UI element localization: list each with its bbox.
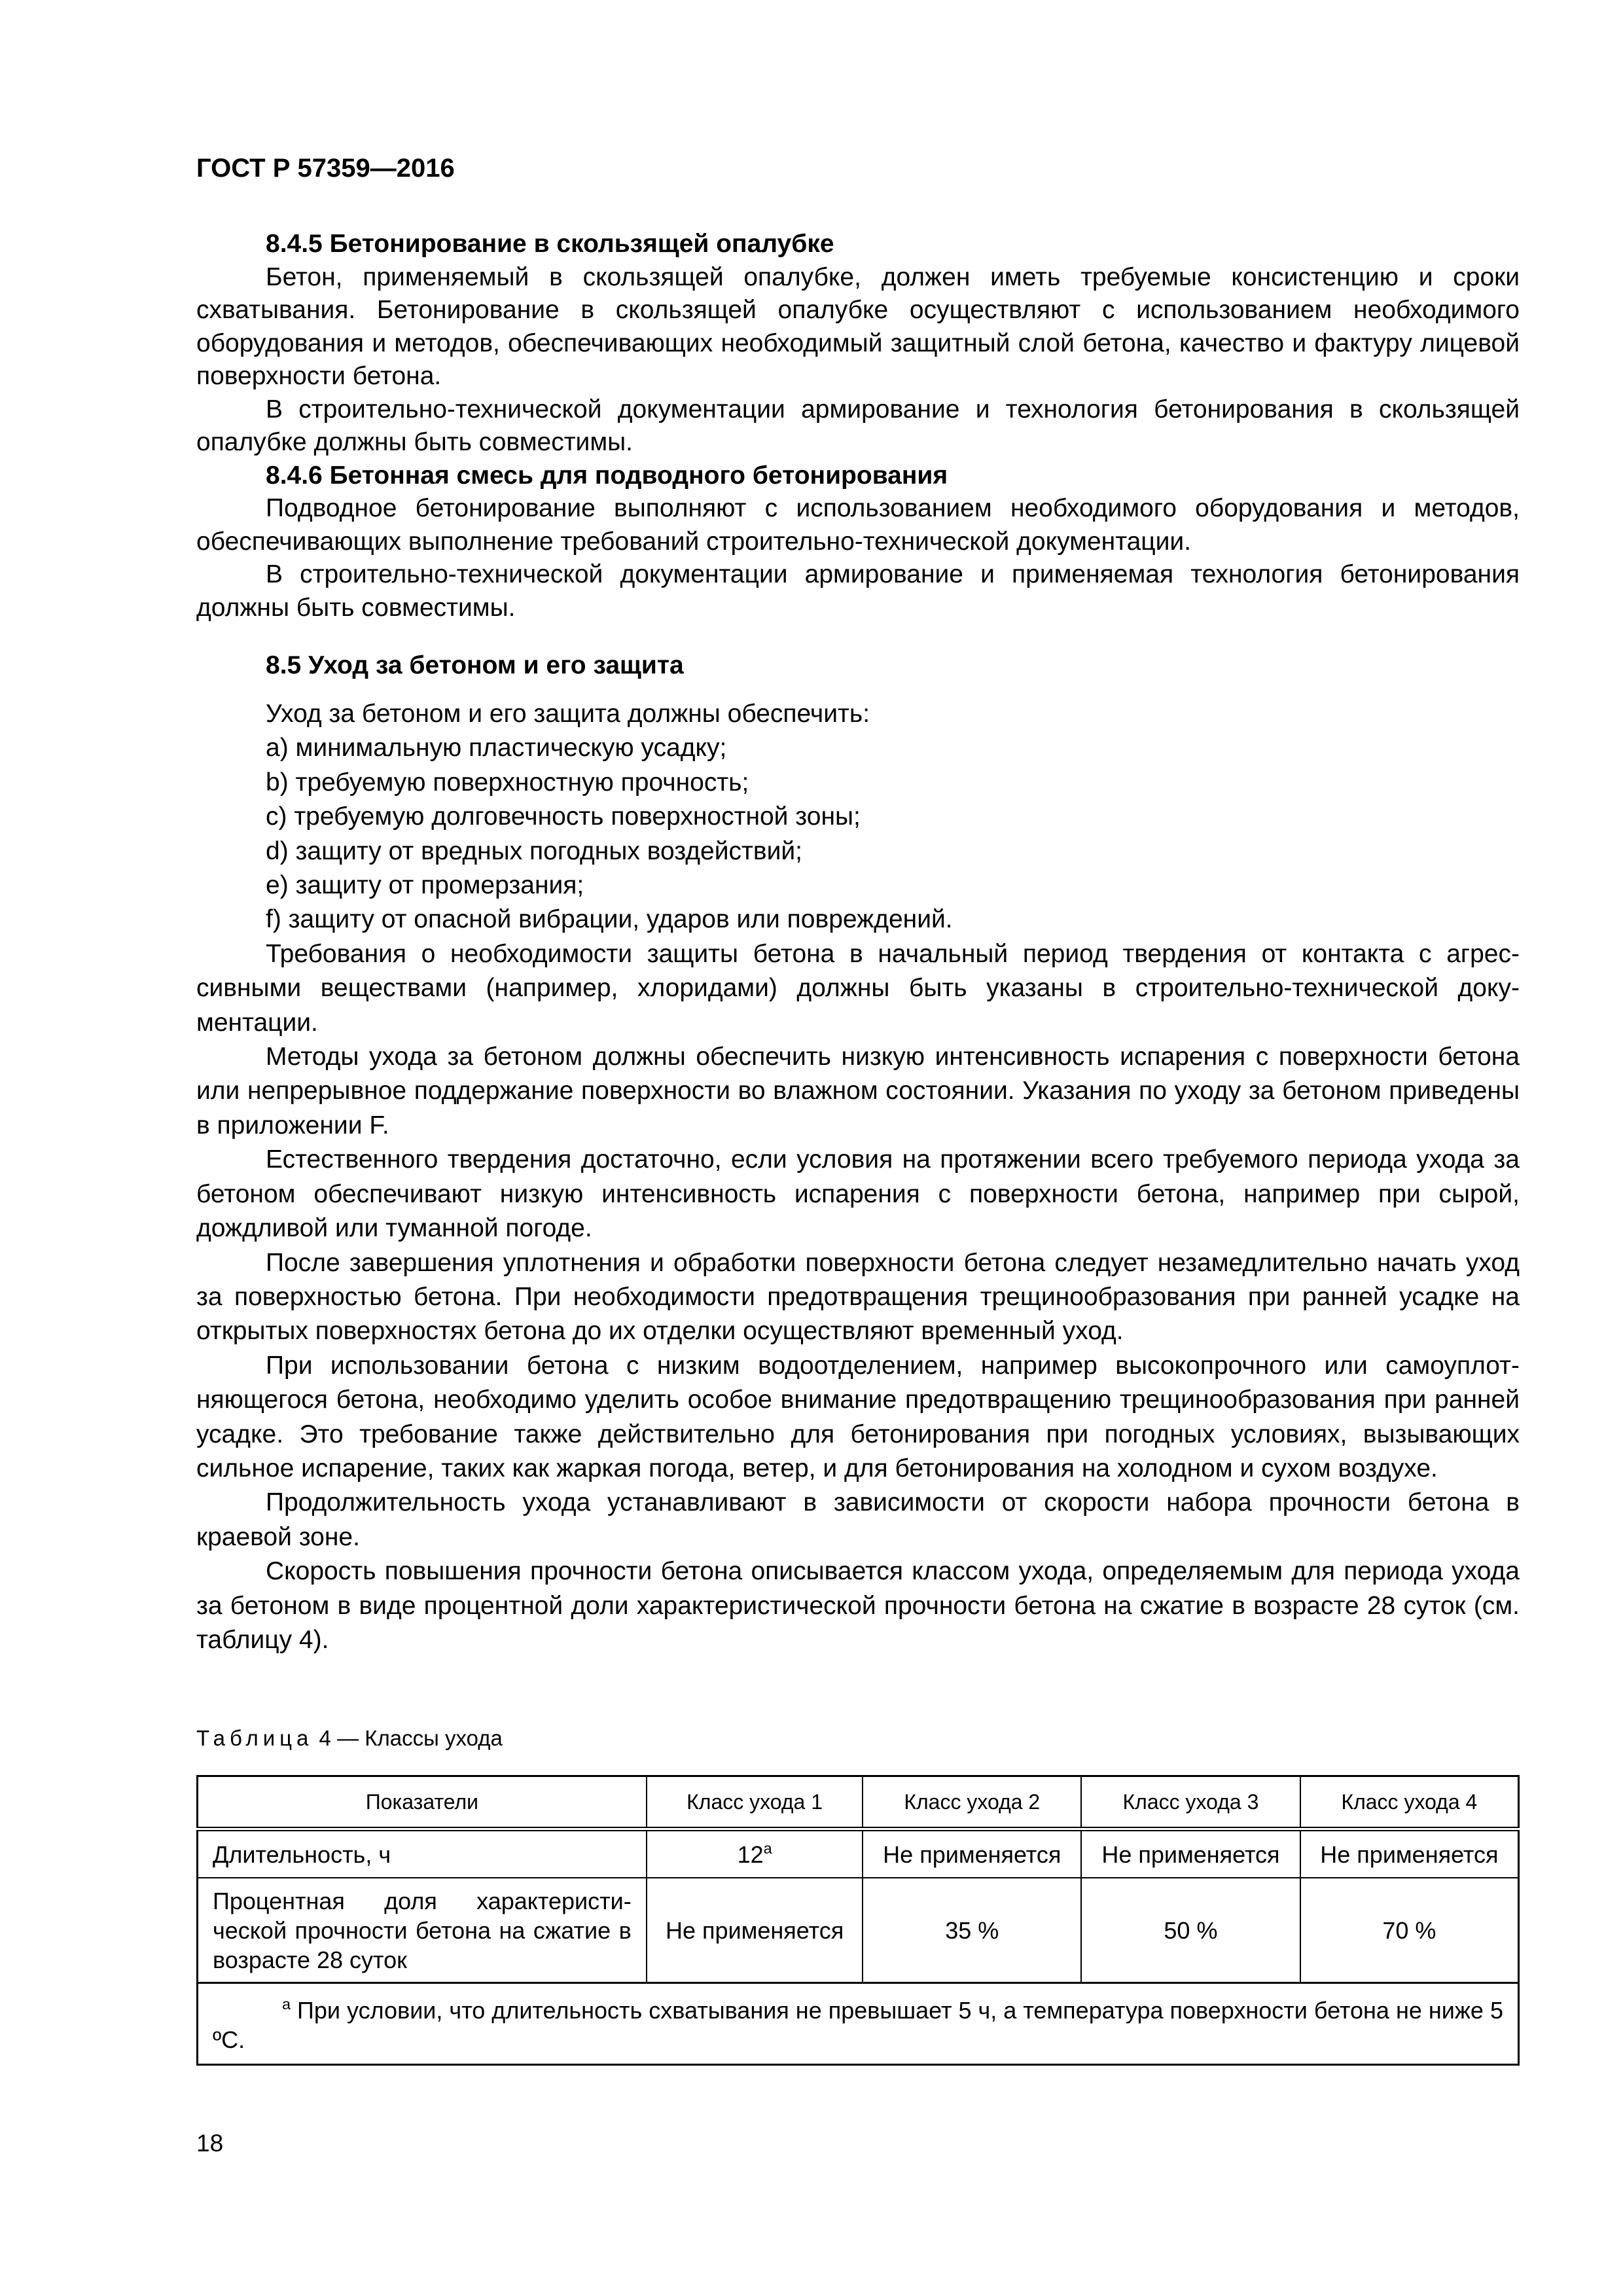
list-item: f) защиту от опасной вибрации, ударов или повреждений. <box>266 905 953 934</box>
section-heading-846: 8.4.6 Бетонная смесь для подводного бетонирования <box>266 461 948 490</box>
footnote-text: При условии, что длительность схватывания не превышает 5 ч, а температура поверхности бетона не ниже 5 ºС. <box>213 1997 1503 2053</box>
table-row <box>198 1878 1519 1983</box>
sections-845-846 <box>196 228 1520 624</box>
list-item: a) минимальную пластическую усадку; <box>266 734 727 762</box>
list-item: b) требуемую поверхностную прочность; <box>266 768 749 797</box>
column-header: Класс ухода 3 <box>1081 1776 1300 1829</box>
table-caption <box>196 1723 1520 1753</box>
footnote-mark: а <box>282 1995 291 2013</box>
intro: Уход за бетоном и его защита должны обеспечить: <box>266 700 870 728</box>
table-cell: Не применяется <box>647 1878 863 1983</box>
column-header: Класс ухода 1 <box>647 1776 863 1829</box>
paragraph: Подводное бетонирование выполняют с использованием необходимого оборудования и методов, обеспечивающих выполнение требований строительно-технической документации. <box>196 494 1520 556</box>
table-cell: Не применяется <box>1300 1829 1519 1878</box>
paragraph: Продолжительность ухода устанавливают в зависимости от скорости набора прочности бетона в краевой зоне. <box>196 1488 1520 1551</box>
paragraph: После завершения уплотнения и обработки поверхности бетона следует незамедлительно начать уход за поверхностью бетона. При необходимости предотвращения трещинообразования при ранней усадке на открытых поверхностях бетона до их отделки осуществляют временный уход. <box>196 1248 1520 1346</box>
column-header: Показатели <box>198 1776 647 1829</box>
paragraph: Естественного твердения достаточно, если условия на протяжении всего требуемого периода ухода за бетоном обеспечивают низкую интенсивность испарения с поверхности бетона, например при сырой, дождливой или туманной погоде. <box>196 1145 1520 1243</box>
section-heading-845: 8.4.5 Бетонирование в скользящей опалубке <box>266 230 834 258</box>
paragraph: Методы ухода за бетоном должны обеспечить низкую интенсивность испарения с поверхности бетона или непрерывное поддержание поверхности во влажном состоянии. Указания по уходу за бетоном приведены в приложении F. <box>196 1043 1520 1139</box>
table-cell: 70 % <box>1300 1878 1519 1983</box>
paragraph: Скорость повышения прочности бетона описывается классом ухода, определяемым для периода ухода за бетоном в виде процентной доли характеристической прочности бетона на сжатие в возрасте 28 суток (см. таблицу 4). <box>196 1557 1520 1654</box>
table-cell: 35 % <box>863 1878 1081 1983</box>
table-cell: Процентная доля характеристической прочности бетона на сжатие в возрасте 28 суток <box>198 1878 647 1983</box>
table-cell: Не применяется <box>863 1829 1081 1878</box>
column-header: Класс ухода 4 <box>1300 1776 1519 1829</box>
table-header-row <box>198 1776 1519 1829</box>
table-footnote <box>198 1983 1519 2065</box>
table-cell: Не применяется <box>1081 1829 1300 1878</box>
footnote-ref: а <box>763 1839 772 1857</box>
table-cell: Длительность, ч <box>198 1829 647 1878</box>
document-header: ГОСТ Р 57359—2016 <box>196 154 455 183</box>
paragraph: В строительно-технической документации армирование и применяемая технология бетонирования должны быть совместимы. <box>196 560 1520 622</box>
table-footnote-row <box>198 1983 1519 2065</box>
paragraph: При использовании бетона с низким водоотделением, например высокопрочного или самоуплотняющегося бетона, необходимо уделить особое внимание предотвращению трещинообразования при ранней усадке. Это требование также действительно для бетонирования при погодных условиях, вызывающих сильное испарение, таких как жаркая погода, ветер, и для бетонирования на холодном и сухом воздухе. <box>196 1351 1520 1482</box>
list-item: e) защиту от промерзания; <box>266 871 584 900</box>
column-header: Класс ухода 2 <box>863 1776 1081 1829</box>
list-item: c) требуемую долговечность поверхностной зоны; <box>266 802 861 831</box>
cell-value: 12 <box>737 1840 764 1868</box>
table-row <box>198 1829 1519 1878</box>
paragraph: Требования о необходимости защиты бетона в начальный период твердения от контакта с агрессивными веществами (например, хлоридами) должны быть указаны в строительно-технической документации. <box>196 939 1520 1037</box>
table-caption-text: 4 — Классы ухода <box>313 1726 503 1750</box>
paragraph: Бетон, применяемый в скользящей опалубке, должен иметь требуемые консистенцию и сроки схватывания. Бетонирование в скользящей опалубке осуществляют с использованием необходимого оборудования и методов, обеспечивающих необходимый защитный слой бетона, качество и фактуру лицевой поверхности бетона. <box>196 262 1520 390</box>
section-heading-85: 8.5 Уход за бетоном и его защита <box>266 651 684 679</box>
list-item: d) защиту от вредных погодных воздействий; <box>266 836 802 865</box>
page-number: 18 <box>196 2130 224 2157</box>
table-caption-label: Таблица <box>196 1726 313 1750</box>
table-cell: 50 % <box>1081 1878 1300 1983</box>
paragraph: В строительно-технической документации армирование и технология бетонирования в скользящей опалубке должны быть совместимы. <box>196 395 1520 456</box>
care-classes-table <box>196 1775 1520 2066</box>
section-85-body <box>196 697 1520 1657</box>
table-cell <box>647 1829 863 1878</box>
